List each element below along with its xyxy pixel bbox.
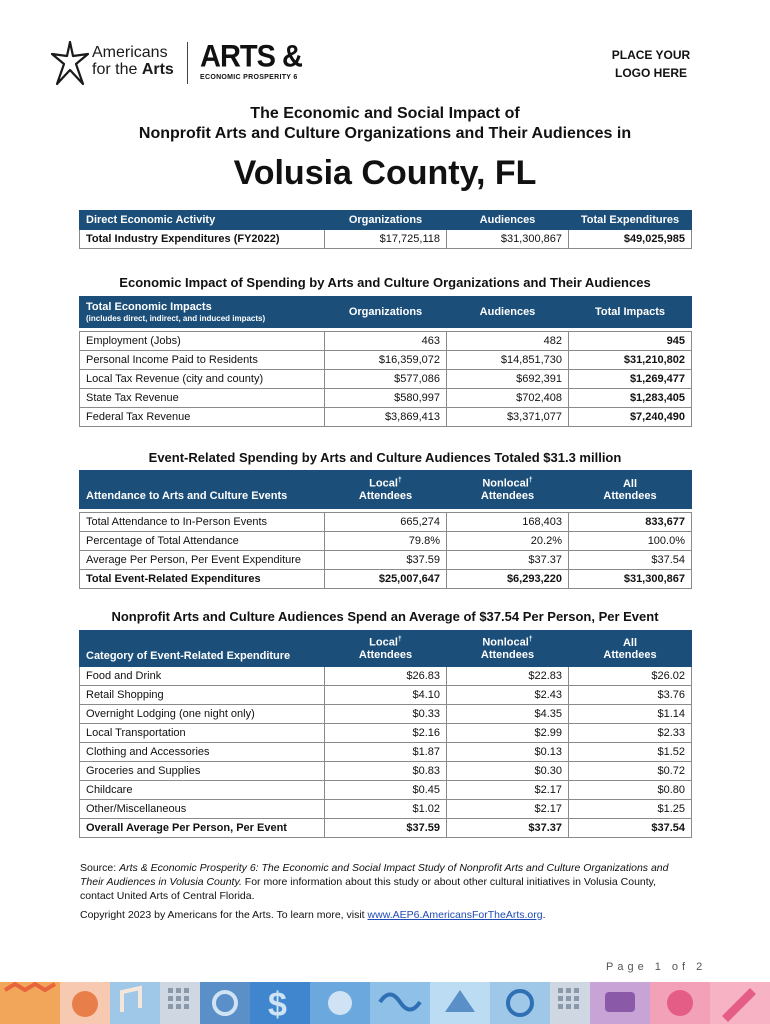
table-cell: $17,725,118: [325, 230, 447, 249]
table-cell: $26.83: [325, 667, 447, 686]
table-cell: $37.59: [325, 819, 447, 838]
footer-pattern-icon: [0, 982, 770, 1024]
table-cell: $31,300,867: [569, 570, 692, 589]
table-cell: 665,274: [325, 513, 447, 532]
nonlocal-attendees-header: [447, 631, 569, 667]
table-cell: Total Industry Expenditures (FY2022): [80, 230, 325, 249]
table-row: [80, 686, 692, 705]
table-cell: $22.83: [447, 667, 569, 686]
table-cell: Overall Average Per Person, Per Event: [80, 819, 325, 838]
dagger-mark: †: [528, 477, 533, 485]
table-cell: $0.30: [447, 762, 569, 781]
table-cell: 833,677: [569, 513, 692, 532]
nonlocal-label: Nonlocal: [482, 636, 529, 649]
table-cell: 20.2%: [447, 532, 569, 551]
spend-section-title: Nonprofit Arts and Culture Audiences Spend an Average of $37.54 Per Person, Per Event: [111, 609, 659, 624]
table-row: [80, 370, 692, 389]
impact-header-row: [80, 297, 692, 328]
table-cell: Retail Shopping: [80, 686, 325, 705]
event-header-row: [80, 471, 692, 509]
table-cell: State Tax Revenue: [80, 389, 325, 408]
dagger-mark: †: [397, 636, 402, 644]
americans-for-the-arts-logo: [50, 40, 190, 88]
table-row: [80, 230, 692, 249]
title-line1: The Economic and Social Impact of: [250, 105, 520, 122]
table-cell: $26.02: [569, 667, 692, 686]
table-cell: $2.99: [447, 724, 569, 743]
table-cell: $37.59: [325, 551, 447, 570]
attendees-label: Attendees: [603, 648, 657, 661]
table-cell: $25,007,647: [325, 570, 447, 589]
direct-header-cell: Direct Economic Activity: [80, 211, 325, 230]
table-cell: Employment (Jobs): [80, 332, 325, 351]
direct-header-row: [80, 211, 692, 230]
table-cell: $2.43: [447, 686, 569, 705]
attendees-label: Attendees: [358, 489, 413, 502]
attendees-label: Attendees: [358, 648, 413, 661]
spend-header-main: Category of Event-Related Expenditure: [80, 631, 325, 667]
table-row: [80, 389, 692, 408]
table-cell: Personal Income Paid to Residents: [80, 351, 325, 370]
copyright-period: .: [542, 909, 546, 921]
table-cell: $1.02: [325, 800, 447, 819]
all-attendees-header: [569, 471, 692, 509]
table-cell: 482: [447, 332, 569, 351]
page-header: [0, 0, 770, 100]
table-cell: $16,359,072: [325, 351, 447, 370]
table-cell: $37.54: [569, 819, 692, 838]
impact-header-sub: (includes direct, indirect, and induced impacts): [86, 314, 266, 323]
event-spending-table: [79, 470, 692, 589]
table-cell: Other/Miscellaneous: [80, 800, 325, 819]
logo-placeholder-line2: LOGO HERE: [614, 66, 687, 80]
economic-impact-table: [79, 296, 692, 427]
decorative-footer-band: [0, 982, 770, 1024]
afta-line2-prefix: for the: [92, 61, 138, 78]
table-row: [80, 532, 692, 551]
table-cell: Overnight Lodging (one night only): [80, 705, 325, 724]
table-cell: $37.37: [447, 551, 569, 570]
logo-placeholder: [606, 46, 696, 82]
direct-header-cell: Audiences: [447, 211, 569, 230]
table-row: [80, 800, 692, 819]
table-row: [80, 705, 692, 724]
event-section-title: Event-Related Spending by Arts and Culture Audiences Totaled $31.3 million: [148, 450, 622, 465]
table-cell: $4.35: [447, 705, 569, 724]
table-cell: Local Tax Revenue (city and county): [80, 370, 325, 389]
nonlocal-attendees-header: [447, 471, 569, 509]
table-cell: $1,269,477: [569, 370, 692, 389]
title-block: [0, 104, 770, 194]
table-cell: $0.80: [569, 781, 692, 800]
source-title: Arts & Economic Prosperity 6: The Economic and Social Impact Study of Nonprofit Arts and Culture Organizations and Their Audiences in Volusia County.: [80, 862, 669, 888]
table-row: [80, 408, 692, 427]
local-attendees-header: [325, 471, 447, 509]
table-cell: Childcare: [80, 781, 325, 800]
table-cell: Groceries and Supplies: [80, 762, 325, 781]
table-cell: Federal Tax Revenue: [80, 408, 325, 427]
total-row: [80, 819, 692, 838]
table-cell: $577,086: [325, 370, 447, 389]
logo-placeholder-line1: PLACE YOUR: [611, 48, 691, 62]
table-cell: $1,283,405: [569, 389, 692, 408]
all-label: All: [622, 636, 638, 649]
table-cell: $37.37: [447, 819, 569, 838]
table-cell: $0.45: [325, 781, 447, 800]
impact-header-main: [80, 297, 325, 328]
spending-category-table: [79, 630, 692, 838]
dagger-mark: †: [397, 477, 402, 485]
table-cell: $0.13: [447, 743, 569, 762]
star-figure-icon: [50, 40, 90, 88]
table-cell: $2.16: [325, 724, 447, 743]
source-rest: For more information about this study or about other cultural initiatives in Volusia County, contact United Arts of Central Florida.: [80, 876, 657, 902]
table-cell: $31,210,802: [569, 351, 692, 370]
table-cell: 945: [569, 332, 692, 351]
table-cell: $6,293,220: [447, 570, 569, 589]
table-cell: 168,403: [447, 513, 569, 532]
table-cell: Percentage of Total Attendance: [80, 532, 325, 551]
table-cell: 79.8%: [325, 532, 447, 551]
table-cell: $1.25: [569, 800, 692, 819]
table-cell: Food and Drink: [80, 667, 325, 686]
impact-header-cell: Total Impacts: [569, 297, 692, 328]
table-cell: $31,300,867: [447, 230, 569, 249]
svg-text:$: $: [268, 986, 287, 1024]
table-cell: Total Event-Related Expenditures: [80, 570, 325, 589]
table-cell: $0.83: [325, 762, 447, 781]
source-label: Source:: [80, 862, 120, 874]
table-cell: $4.10: [325, 686, 447, 705]
table-row: [80, 351, 692, 370]
table-row: [80, 781, 692, 800]
county-title: Volusia County, FL: [233, 154, 537, 192]
table-cell: $14,851,730: [447, 351, 569, 370]
attendees-label: Attendees: [603, 489, 657, 502]
aep6-website-link[interactable]: www.AEP6.AmericansForTheArts.org: [367, 909, 543, 921]
direct-header-cell: Total Expenditures: [569, 211, 692, 230]
impact-header-main-text: Total Economic Impacts: [86, 301, 212, 313]
impact-section-title: Economic Impact of Spending by Arts and Culture Organizations and Their Audiences: [119, 275, 651, 290]
table-row: [80, 762, 692, 781]
table-cell: $2.33: [569, 724, 692, 743]
table-cell: Average Per Person, Per Event Expenditure: [80, 551, 325, 570]
table-cell: Clothing and Accessories: [80, 743, 325, 762]
afta-line1: Americans: [92, 44, 168, 61]
impact-header-cell: Organizations: [325, 297, 447, 328]
local-attendees-header: [325, 631, 447, 667]
total-row: [80, 570, 692, 589]
attendees-label: Attendees: [480, 648, 535, 661]
table-cell: $2.17: [447, 781, 569, 800]
spend-header-row: [80, 631, 692, 667]
table-row: [80, 667, 692, 686]
table-cell: $580,997: [325, 389, 447, 408]
table-row: [80, 332, 692, 351]
table-cell: $0.33: [325, 705, 447, 724]
attendees-label: Attendees: [480, 489, 535, 502]
impact-header-cell: Audiences: [447, 297, 569, 328]
title-line2: Nonprofit Arts and Culture Organizations and Their Audiences in: [138, 125, 632, 142]
table-cell: 100.0%: [569, 532, 692, 551]
afta-line2-bold: Arts: [141, 61, 174, 78]
table-cell: $3.76: [569, 686, 692, 705]
local-label: Local: [369, 477, 398, 490]
direct-activity-table: [79, 210, 692, 249]
table-cell: $1.52: [569, 743, 692, 762]
table-row: [80, 551, 692, 570]
table-cell: $1.87: [325, 743, 447, 762]
table-cell: $1.14: [569, 705, 692, 724]
logo-divider: [187, 42, 188, 84]
source-note: [80, 861, 680, 922]
direct-header-cell: Organizations: [325, 211, 447, 230]
table-cell: Total Attendance to In-Person Events: [80, 513, 325, 532]
table-cell: $702,408: [447, 389, 569, 408]
table-cell: $692,391: [447, 370, 569, 389]
nonlocal-label: Nonlocal: [482, 477, 529, 490]
all-attendees-header: [569, 631, 692, 667]
table-cell: $2.17: [447, 800, 569, 819]
table-row: [80, 724, 692, 743]
table-cell: Local Transportation: [80, 724, 325, 743]
copyright-text: Copyright 2023 by Americans for the Arts. To learn more, visit: [80, 909, 368, 921]
aep6-logo: [200, 40, 302, 81]
table-cell: $3,371,077: [447, 408, 569, 427]
dagger-mark: †: [528, 636, 533, 644]
table-cell: $0.72: [569, 762, 692, 781]
table-cell: $37.54: [569, 551, 692, 570]
local-label: Local: [369, 636, 398, 649]
aep6-subtitle: ECONOMIC PROSPERITY 6: [200, 74, 298, 81]
table-row: [80, 513, 692, 532]
event-header-main: Attendance to Arts and Culture Events: [80, 471, 325, 509]
table-cell: $49,025,985: [569, 230, 692, 249]
table-cell: $7,240,490: [569, 408, 692, 427]
table-row: [80, 743, 692, 762]
all-label: All: [622, 477, 638, 490]
page-number: Page 1 of 2: [606, 961, 707, 973]
aep6-title: ARTS &: [200, 38, 302, 75]
table-cell: 463: [325, 332, 447, 351]
table-cell: $3,869,413: [325, 408, 447, 427]
